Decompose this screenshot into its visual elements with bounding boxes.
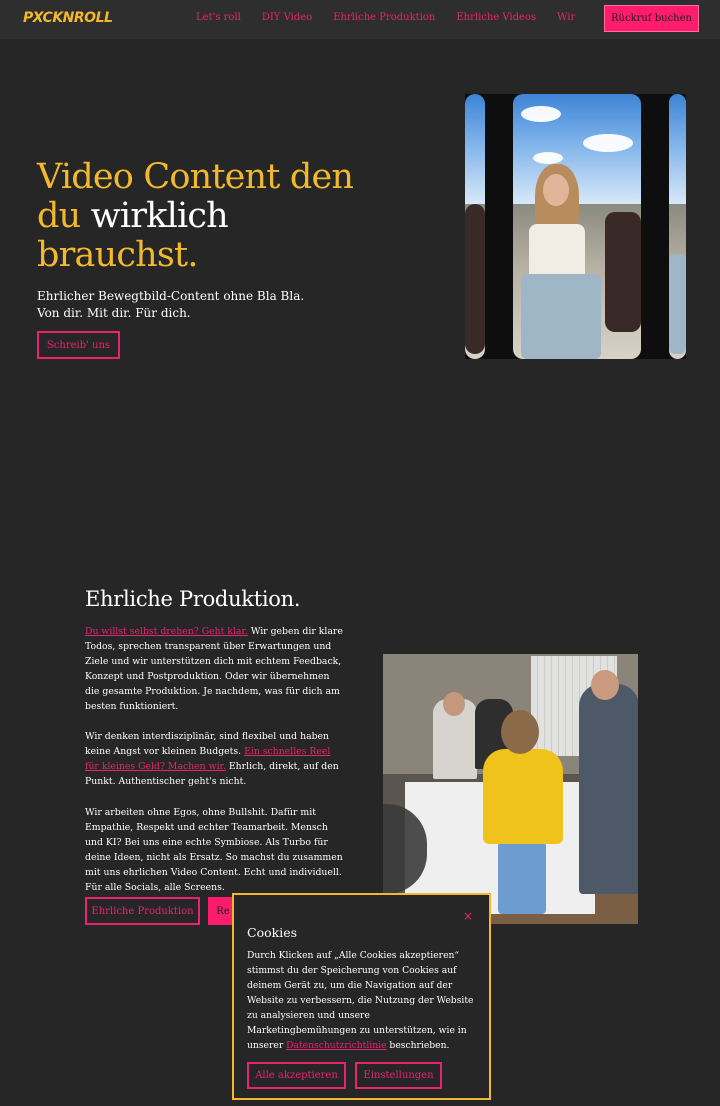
hero-title-part3: wirklich <box>90 196 228 236</box>
production-button[interactable]: Ehrliche Produktion <box>85 897 200 925</box>
secondary-button[interactable]: Re <box>208 897 238 925</box>
paragraph-2-text-end: Ehrlich, direkt, auf den Punkt. Authentischer geht's nicht. <box>85 761 339 787</box>
paragraph-2-text-start: Wir denken interdisziplinär, sind flexibel und haben keine Angst vor kleinen Budgets. <box>85 731 330 757</box>
callback-button[interactable]: Rückruf buchen <box>604 5 699 32</box>
diy-link[interactable]: Du willst selbst drehen? Geht klar. <box>85 626 248 637</box>
section-paragraph-3: Wir arbeiten ohne Egos, ohne Bullshit. Dafür mit Empathie, Respekt und echter Teamarbeit. Mensch und KI? Bei uns eine echte Symbiose. Als Turbo für deine Ideen, nicht als Ersatz. So machst du zusammen mit uns ehrlichen Video Content. Echt und individuell. Für alle Socials, alle Screens. <box>85 807 343 893</box>
hero-title <box>37 158 377 275</box>
contact-button[interactable]: Schreib' uns <box>37 331 120 359</box>
hero-video-image <box>465 94 686 359</box>
top-navigation <box>0 0 720 39</box>
nav-link-lets-roll[interactable]: Let's roll <box>196 12 241 23</box>
nav-links <box>196 12 596 23</box>
reel-link[interactable]: Ein schnelles Reel für kleines Geld? Machen wir. <box>85 746 331 772</box>
nav-link-ehrliche-videos[interactable]: Ehrliche Videos <box>456 12 537 23</box>
hero-subtitle-line1: Ehrlicher Bewegtbild-Content ohne Bla Bla. <box>37 289 305 303</box>
paragraph-1-text: Wir geben dir klare Todos, sprechen transparent über Erwartungen und Ziele und wir unterstützen dich mit echtem Feedback, Konzept und Postproduktion. Oder wir übernehmen die gesamte Produktion. Je nachdem, was für dich am besten funktioniert. <box>85 626 343 712</box>
cookie-text-start: Durch Klicken auf „Alle Cookies akzeptieren“ stimmst du der Speicherung von Cookies auf deinem Gerät zu, um die Navigation auf der Website zu verbessern, die Nutzung der Website zu analysieren und unsere Marketingbemühungen zu unterstützen, wie in unserer <box>247 950 474 1051</box>
nav-link-wir[interactable]: Wir <box>557 12 576 23</box>
hero-image-panel-right <box>669 94 686 359</box>
hero-title-part4: brauchst. <box>37 235 198 275</box>
cookie-text-end: beschrieben. <box>386 1040 450 1051</box>
cookie-text <box>247 948 482 1053</box>
hero-subtitle-line2: Von dir. Mit dir. Für dich. <box>37 306 191 320</box>
section-paragraph-2 <box>85 729 345 789</box>
hero-title-part1: Video Content den <box>37 157 354 197</box>
section-paragraph-1 <box>85 624 345 714</box>
hero-title-part2: du <box>37 196 81 236</box>
brand-logo[interactable]: PXCKNROLL <box>23 10 113 26</box>
close-icon[interactable]: × <box>462 909 473 923</box>
hero-image-panel-left <box>465 94 485 359</box>
nav-link-ehrliche-produktion[interactable]: Ehrliche Produktion <box>333 12 436 23</box>
accept-all-cookies-button[interactable]: Alle akzeptieren <box>247 1062 346 1089</box>
privacy-policy-link[interactable]: Datenschutzrichtlinie <box>286 1040 387 1051</box>
section-title: Ehrliche Produktion. <box>85 587 301 611</box>
production-image <box>383 654 638 924</box>
hero-subtitle <box>37 288 357 322</box>
cookie-dialog <box>232 893 491 1100</box>
cookie-title: Cookies <box>247 925 297 940</box>
hero-image-panel-center <box>513 94 641 359</box>
nav-link-diy-video[interactable]: DIY Video <box>261 12 313 23</box>
cookie-settings-button[interactable]: Einstellungen <box>355 1062 442 1089</box>
